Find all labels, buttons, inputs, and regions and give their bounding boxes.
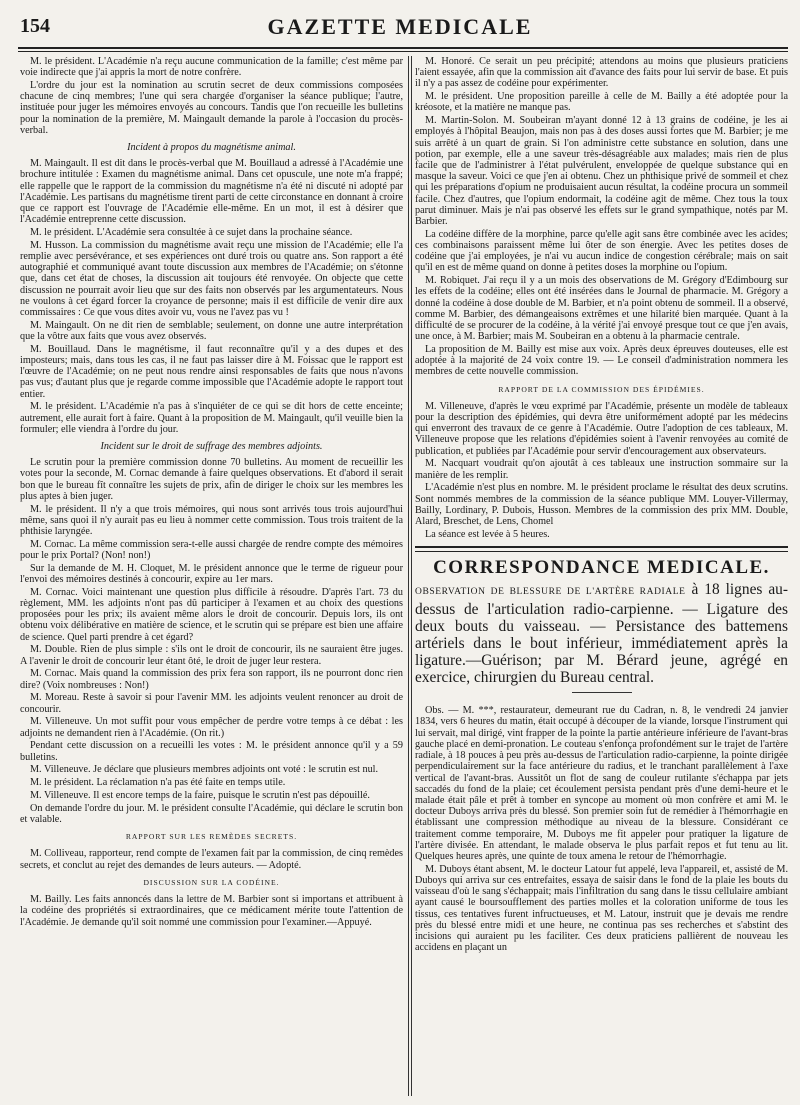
paragraph: M. le président. L'Académie n'a reçu aucune communication de la famille; c'est même par voie indirecte que j'ai appris la mort de notre confrère.: [20, 56, 403, 79]
observation-title-rest: à 18 lignes au-dessus de l'articulation radio-carpienne. — Ligature des deux bouts du vaisseau. — Persistance des battemens artériels dans le bout inférieur, immédiatement après la ligature.—Guérison; par M. Bérard jeune, agrégé en exercice, chirurgien du Bureau central.: [415, 581, 788, 687]
paragraph: M. Nacquart voudrait qu'on ajoutât à ces tableaux une instruction sommaire sur la manière de les remplir.: [415, 458, 788, 481]
paragraph: M. Cornac. La même commission sera-t-elle aussi chargée de rendre compte des mémoires pour le prix Portal? (Non! non!): [20, 538, 403, 562]
paragraph: Le scrutin pour la première commission donne 70 bulletins. Au moment de recueillir les votes pour la seconde, M. Cornac demande à faire quelques observations. Et d'abord il serait bon que le bureau fît connaître les sujets de prix, afin de diriger le choix sur les membres les plus aptes à bien juger.: [20, 457, 403, 502]
paragraph: M. Moreau. Reste à savoir si pour l'avenir MM. les adjoints veulent renoncer au droit de concourir.: [20, 692, 403, 715]
paragraph: M. Maingault. On ne dit rien de semblable; seulement, on donne une autre interprétation que la vôtre aux faits que vous avez observés.: [20, 319, 403, 343]
paragraph: M. Robiquet. J'ai reçu il y a un mois des observations de M. Grégory d'Edimbourg sur les effets de la codéine; elles ont été insérées dans le Journal de pharmacie. M. Grégory a donné la codéine à dose double de M. Barbier, et n'a point obtenu de sommeil. Il a observé, comme M. Barbier, des démangeaisons extrêmes et une hilarité bien marquée. Quant à la difficulté de se procurer de la codéine, à la vérité j'ai envoyé presque tout ce que j'en avais, une once, à M. Barbier; mais M. Soubeiran en a obtenu à la pharmacie centrale.: [415, 275, 788, 343]
paragraph: M. Martin-Solon. M. Soubeiran m'ayant donné 12 à 13 grains de codéine, je les ai employés à l'hôpital Beaujon, mais non pas à des doses aussi fortes que M. Barbier; je me suis arrêté à un quart de grain. Si l'on administre cette substance en solution, dans une potion, par exemple, elle a une saveur très-désagréable aux malades; mais rien de plus facile que de l'administrer à l'état pulvérulent, enveloppée de quelque substance qui en masque la saveur. Voici ce que j'en ai obtenu. Chez un phthisique privé de sommeil et chez qui les préparations d'opium ne produisaient aucun résultat, la codéine procura un sommeil facile. Chez d'autres, que l'opium endormait, la codéine agit de même. Chez tous la toux parut diminuer. Mais je n'ai pas observé les effets sur le grand sympathique, notés par M. Barbier.: [415, 115, 788, 228]
paragraph: M. le président. La réclamation n'a pas été faite en temps utile.: [30, 777, 286, 789]
section-heading: DISCUSSION SUR LA CODÉINE.: [143, 877, 280, 887]
paragraph: Pendant cette discussion on a recueilli les votes : M. le président annonce qu'il y a 59 bulletins.: [20, 740, 403, 763]
paragraph: M. Duboys étant absent, M. le docteur Latour fut appelé, leva l'appareil, et, assisté de M. Duboys qui arriva sur ces entrefaites, essaya de saisir dans le fond de la plaie les bouts du vaisseau d'où le sang s'échappait; mais l'infiltration du sang dans le tissu cellulaire ambiant ayant causé le boursoufflement des parties molles et la coloration uniforme de tous les tissus, ces tentatives furent infructueuses, et M. Latour, instruit que je devais me rendre près du blessé entre midi et une heure, ne continua pas ses recherches et s'abstint des incisions qui auraient pu les faciliter. Ces deux praticiens pallièrent de nouveau les accidens en plaçant un: [415, 863, 788, 954]
paragraph: Obs. — M. ***, restaurateur, demeurant rue du Cadran, n. 8, le vendredi 24 janvier 1834, vers 6 heures du matin, était occupé à découper de la viande, lorsque l'instrument qui lui servait, mal dirigé, vint frapper de la pointe la partie antérieure inférieure de l'avant-bras gauche placé en demi-pronation. Le couteau s'enfonça profondément sur le trajet de l'artère radiale, à 18 pouces à peu près au-dessus de l'articulation radio-carpienne, la pointe dirigée perpendiculairement sur la face antérieure du radius, et le tranchant parallèlement à l'axe vertical de l'avant-bras. Aussitôt un flot de sang de couleur rutilante s'échappa par jets saccadés du fond de la plaie; cet écoulement persista pendant près d'une demi-heure et le malade était pâle et prêt à tomber en syncope au moment où mon confrère et ami M. le docteur Duboys arriva près du blessé. Son premier soin fut de remédier à l'hémorrhagie en établissant une compression méthodique au niveau de la blessure. Considérant ce traitement comme temporaire, M. Duboys me fit appeler pour pratiquer la ligature de l'artère divisée. En attendant, le malade observa le plus parfait repos et fut tenu au lit. Quelques heures après, une quinte de toux amena le retour de l'hémorrhagie.: [415, 705, 788, 862]
short-rule: [572, 692, 632, 693]
paragraph: M. Colliveau, rapporteur, rend compte de l'examen fait par la commission, de cinq remèdes secrets, et conclut au rejet des demandes de leurs auteurs. — Adopté.: [20, 848, 403, 871]
paragraph: M. le président. L'Académie sera consultée à ce sujet dans la prochaine séance.: [30, 227, 353, 239]
paragraph: M. le président. L'Académie n'a pas à s'inquiéter de ce qui se dit hors de cette enceinte; autrement, elle aurait fort à faire. Quant à la proposition de M. Maingault, qu'il veuille bien la formuler; elle viendra à l'ordre du jour.: [20, 401, 403, 435]
paragraph: M. Double. Rien de plus simple : s'ils ont le droit de concourir, ils ne sauraient être juges. A l'avenir le droit de concourir leur étant ôté, le droit de juger leur restera.: [20, 644, 403, 667]
paragraph: M. Husson. La commission du magnétisme avait reçu une mission de l'Académie; elle l'a remplie avec persévérance, et ses expériences ont duré trois ou quatre ans. Son rapport a été autographié et communiqué avant toute discussion aux membres de l'Académie; on s'étonne que, dans cet état de choses, la discussion ait toujours été renvoyée. On objecte que cette discussion ne pourrait avoir lieu que sur des faits non observés par les argumentateurs. Nous ne voulons à cet égard forcer la croyance de personne; mais il est difficile de venir dire aux commissaires : Ce que vous dites avoir vu, vous ne l'avez pas vu !: [20, 239, 403, 319]
paragraph: M. Villeneuve. Je déclare que plusieurs membres adjoints ont voté : le scrutin est nul.: [30, 764, 379, 776]
paragraph: M. Cornac. Voici maintenant une question plus difficile à résoudre. D'après l'art. 73 du règlement, MM. les adjoints n'ont pas dû participer à l'examen et au choix des questions proposées pour les prix; ils avaient même alors le droit de concourir. Depuis lors, ils ont obtenu voix délibérative en matière de science, et le scrutin qui se prépare est bien une affaire de science. Quel parti prendre à cet égard?: [20, 586, 403, 643]
header-rule: [18, 47, 788, 49]
paragraph: M. Bouillaud. Dans le magnétisme, il faut reconnaître qu'il y a des dupes et des imposteurs; mais, dans tous les cas, il ne faut pas laisser dire à M. Foissac que le rapport est l'œuvre de l'Académie; on ne peut nous rendre ainsi responsables de faits que nous n'avons pas vus; d'autant plus que je regarde comme impossible que l'Académie adopte le rapport tout entier.: [20, 343, 403, 400]
paragraph: M. Cornac. Mais quand la commission des prix fera son rapport, ils ne pourront donc rien dire? (Voix nombreuses : Non!): [20, 668, 403, 691]
column-divider: [408, 56, 409, 1096]
correspondence-title: CORRESPONDANCE MEDICALE.: [433, 557, 770, 579]
page-number: 154: [20, 15, 50, 37]
observation-lead: OBSERVATION DE BLESSURE DE L'ARTÈRE RADIALE: [415, 587, 686, 598]
paragraph: M. Villeneuve. Il est encore temps de la faire, puisque le scrutin n'est pas dépouillé.: [30, 790, 370, 802]
section-heading: RAPPORT DE LA COMMISSION DES ÉPIDÉMIES.: [498, 384, 705, 394]
observation-title: [415, 581, 788, 693]
paragraph: Sur la demande de M. H. Cloquet, M. le président annonce que le terme de rigueur pour l'envoi des mémoires destinés à concourir, expire au 1er mars.: [20, 562, 403, 586]
right-column: [415, 56, 788, 1101]
section-rule-thin: [415, 551, 788, 552]
left-column: [20, 56, 403, 1101]
paragraph: La proposition de M. Bailly est mise aux voix. Après deux épreuves douteuses, elle est adoptée à la majorité de 24 voix contre 19. — Le conseil d'administration nommera les membres de cette nouvelle commission.: [415, 344, 788, 378]
paragraph: M. Honoré. Ce serait un peu précipité; attendons au moins que plusieurs praticiens l'aient essayée, afin que la commission ait d'avance des faits pour lui servir de base. Et puis il n'y a pas assez de codéine pour expérimenter.: [415, 56, 788, 90]
paragraph: M. le président. Il n'y a que trois mémoires, qui nous sont arrivés tous trois aujourd'hui même, sans quoi il n'y aurait pas eu lieu à nommer cette commission. Tous trois traitent de la phthisie laryngée.: [20, 503, 403, 538]
paragraph: L'ordre du jour est la nomination au scrutin secret de deux commissions composées chacune de cinq membres; l'une qui sera chargée d'organiser la séance publique; l'autre, instituée pour juger les mémoires envoyés au concours. Tandis que l'on recueille les bulletins pour la nomination de la première, M. Maingault demande la parole à l'occasion du procès-verbal.: [20, 80, 403, 136]
header-rule-thin: [18, 51, 788, 52]
paragraph: M. Villeneuve. Un mot suffit pour vous empêcher de perdre votre temps à ce débat : les adjoints ne demandent rien à l'Académie. (On rit.): [20, 716, 403, 739]
page-title: GAZETTE MEDICALE: [267, 14, 533, 39]
section-heading: Incident à propos du magnétisme animal.: [127, 142, 296, 154]
section-rule: [415, 546, 788, 548]
column-divider-second: [411, 56, 412, 1096]
paragraph: M. Maingault. Il est dit dans le procès-verbal que M. Bouillaud a adressé à l'Académie une brochure intitulée : Examen du magnétisme animal. Dans cet opuscule, une note m'a frappé; elle rappelle que le rapport de la commission du magnétisme n'a été ni discuté ni adopté par l'Académie. Les partisans du magnétisme tirent parti de cette circonstance en donnant à croire que ce rapport est l'ouvrage de l'Académie elle-même. En un mot, il est à désirer que l'Académie entreprenne cette discussion.: [20, 158, 403, 226]
paragraph: La codéine diffère de la morphine, parce qu'elle agit sans être combinée avec les acides; ces combinaisons paraissent même lui ôter de son énergie. Avec les petites doses de codéine que j'ai employées, je n'ai vu aucun indice de congestion cérébrale; mais on sait qu'il en est de même quand on donne à petites doses la morphine ou l'opium.: [415, 228, 788, 274]
paragraph: La séance est levée à 5 heures.: [425, 528, 550, 540]
section-heading: RAPPORT SUR LES REMÈDES SECRETS.: [125, 832, 298, 842]
paragraph: M. Villeneuve, d'après le vœu exprimé par l'Académie, présente un modèle de tableaux pour la description des épidémies, qui devra être uniformément adopté par les médecins qui enverront des travaux de ce genre à l'Académie. Outre l'adoption de ces tableaux, M. Villeneuve propose que les relations d'épidémies soient à l'avenir renvoyées au comité de publication, et publiées par l'Académie pour servir d'encouragement aux observateurs.: [415, 400, 788, 457]
paragraph: M. Bailly. Les faits annoncés dans la lettre de M. Barbier sont si importans et attribuent à la codéine des propriétés si extraordinaires, que ce médicament mérite toute l'attention de l'Académie. Je demande qu'il soit nommé une commission pour l'examiner.—Appuyé.: [20, 894, 403, 928]
paragraph: On demande l'ordre du jour. M. le président consulte l'Académie, qui déclare le scrutin bon et valable.: [20, 802, 403, 826]
paragraph: M. le président. Une proposition pareille à celle de M. Bailly a été adoptée pour la kréosote, et la matière ne manque pas.: [415, 91, 788, 114]
section-heading: Incident sur le droit de suffrage des membres adjoints.: [100, 441, 323, 453]
paragraph: L'Académie n'est plus en nombre. M. le président proclame le résultat des deux scrutins. Sont nommés membres de la commission de la séance publique MM. Louyer-Villermay, Bailly, Lordinary, P. Dubois, Husson. Membres de la commission des prix MM. Double, Alard, Breschet, de Lens, Chomel: [415, 482, 788, 528]
